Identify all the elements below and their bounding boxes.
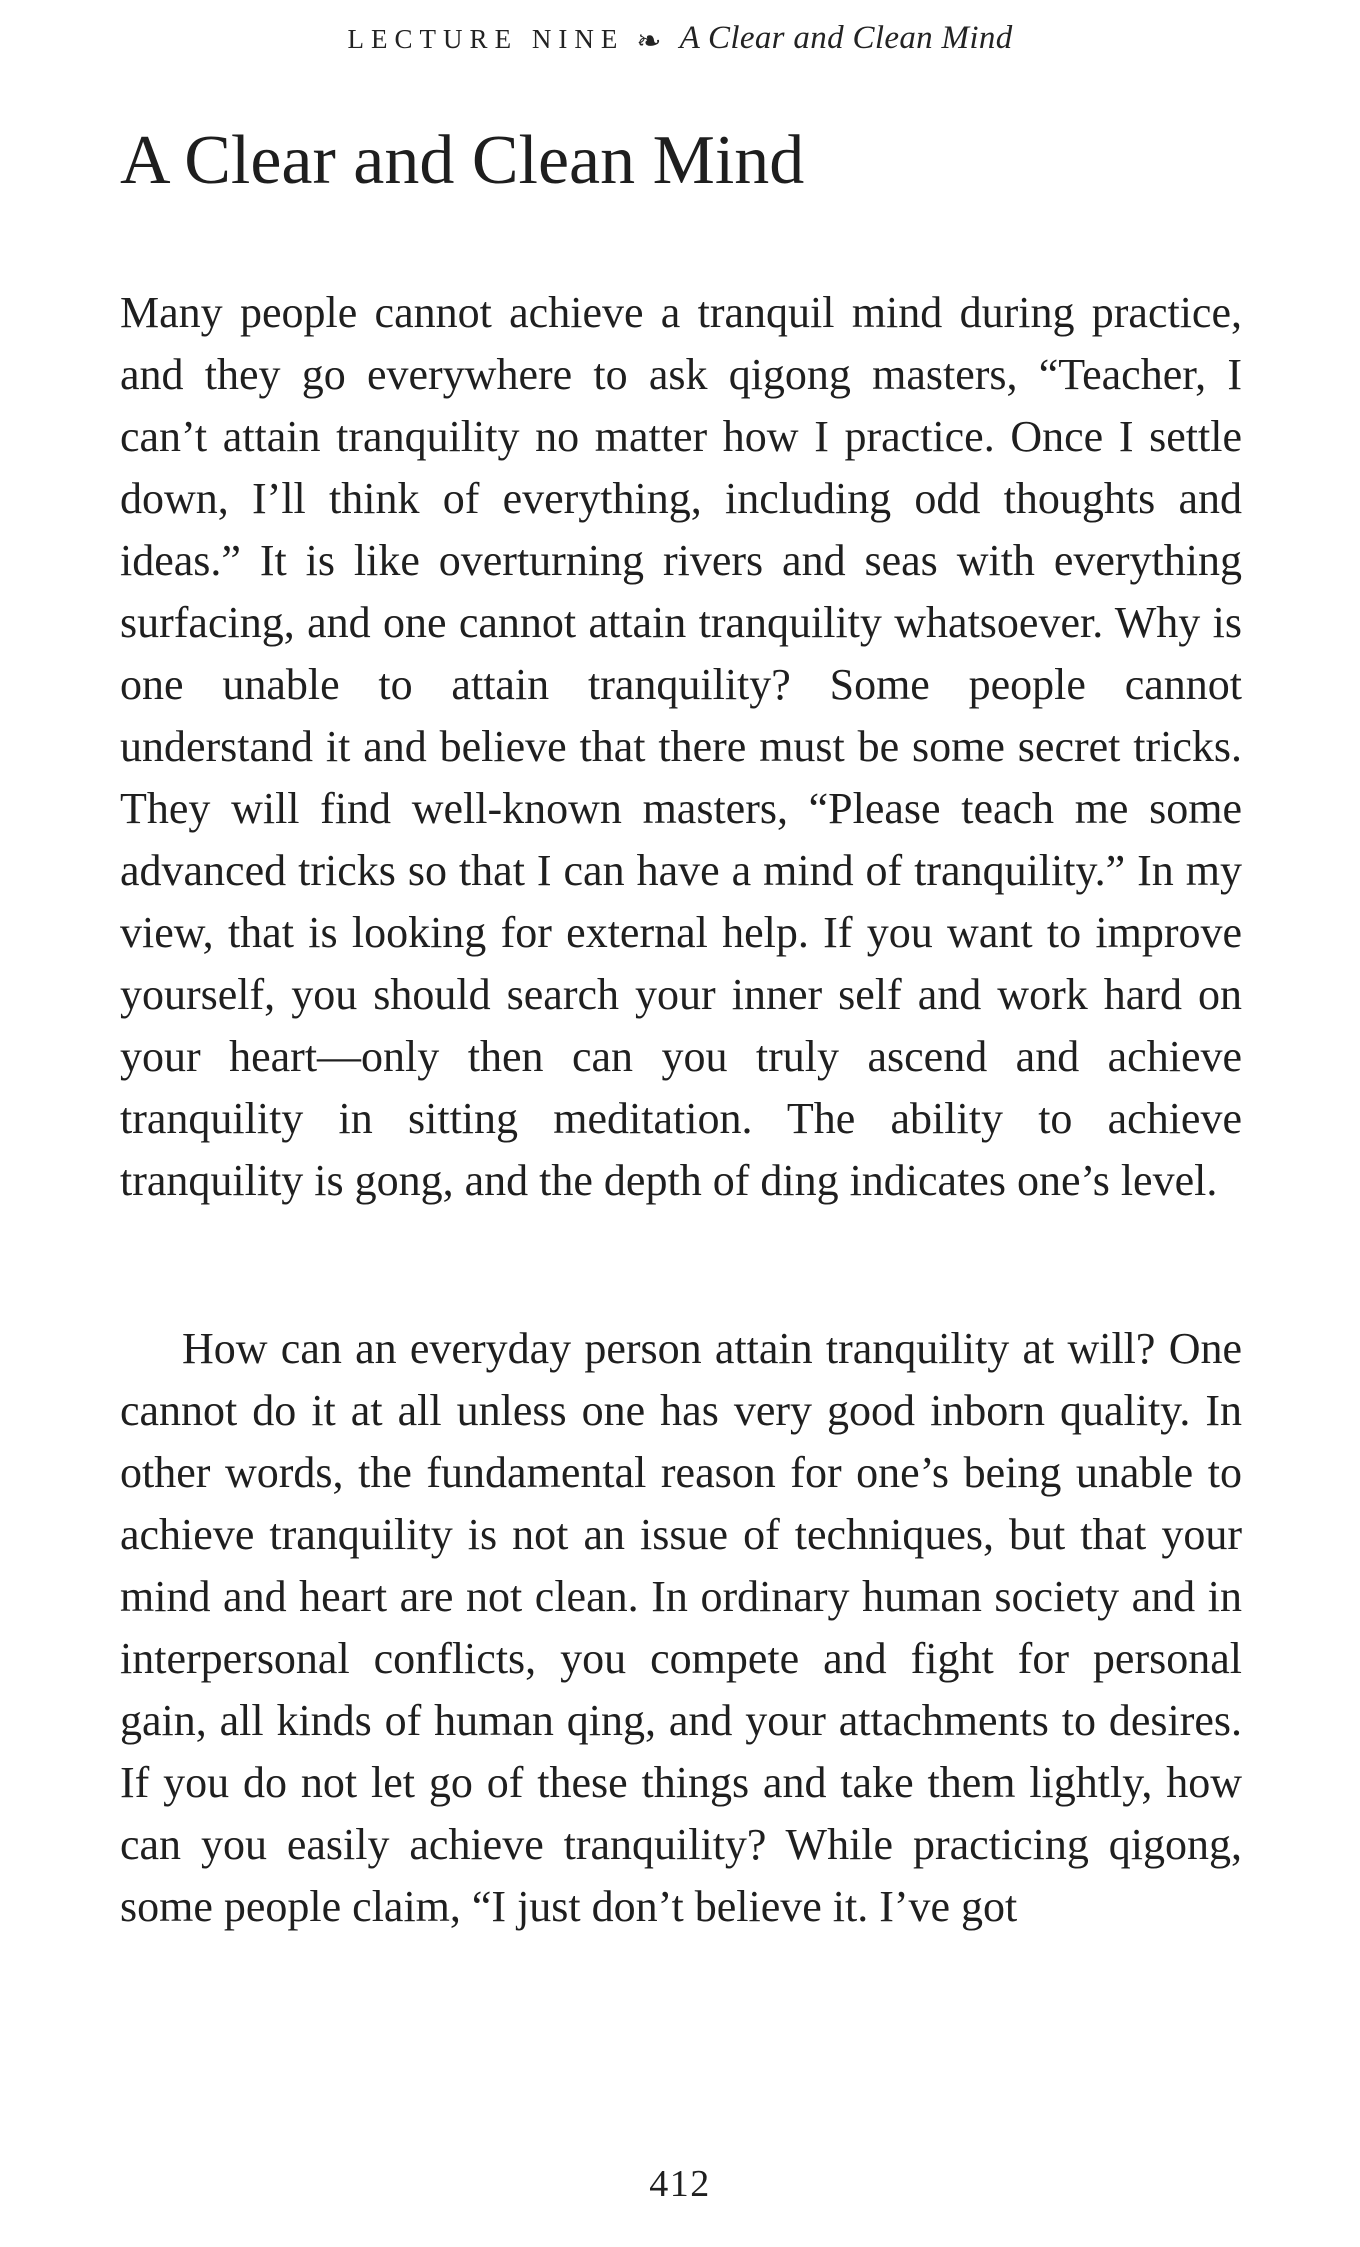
running-header-chapter-title: A Clear and Clean Mind <box>679 20 1013 56</box>
running-header-lecture-label: LECTURE NINE <box>347 24 625 54</box>
page-title: A Clear and Clean Mind <box>120 122 805 199</box>
running-header <box>0 20 1360 57</box>
fleuron-ornament-icon: ❧ <box>636 25 662 58</box>
body-text <box>120 282 1242 1938</box>
paragraph-1: Many people cannot achieve a tranquil mind during practice, and they go everywhere to ask qigong masters, “Teacher, I can’t attain tranquility no matter how I practice. Once I settle down, I’ll think of everything, including odd thoughts and ideas.” It is like overturning rivers and seas with everything surfacing, and one cannot attain tranquility whatsoever. Why is one unable to attain tranquility? Some people cannot understand it and believe that there must be some secret tricks. They will find well-known masters, “Please teach me some advanced tricks so that I can have a mind of tranquility.” In my view, that is looking for external help. If you want to improve yourself, you should search your inner self and work hard on your heart—only then can you truly ascend and achieve tranquility in sitting meditation. The ability to achieve tranquility is gong, and the depth of ding indicates one’s level. <box>120 288 1242 1205</box>
page-number: 412 <box>649 2163 711 2205</box>
paragraph-2: How can an everyday person attain tranquility at will? One cannot do it at all unless one has very good inborn quality. In other words, the fundamental reason for one’s being unable to achieve tranquility is not an issue of techniques, but that your mind and heart are not clean. In ordinary human society and in interpersonal conflicts, you compete and fight for personal gain, all kinds of human qing, and your attachments to desires. If you do not let go of these things and take them lightly, how can you easily achieve tranquility? While practicing qigong, some people claim, “I just don’t believe it. I’ve got <box>120 1324 1242 1931</box>
